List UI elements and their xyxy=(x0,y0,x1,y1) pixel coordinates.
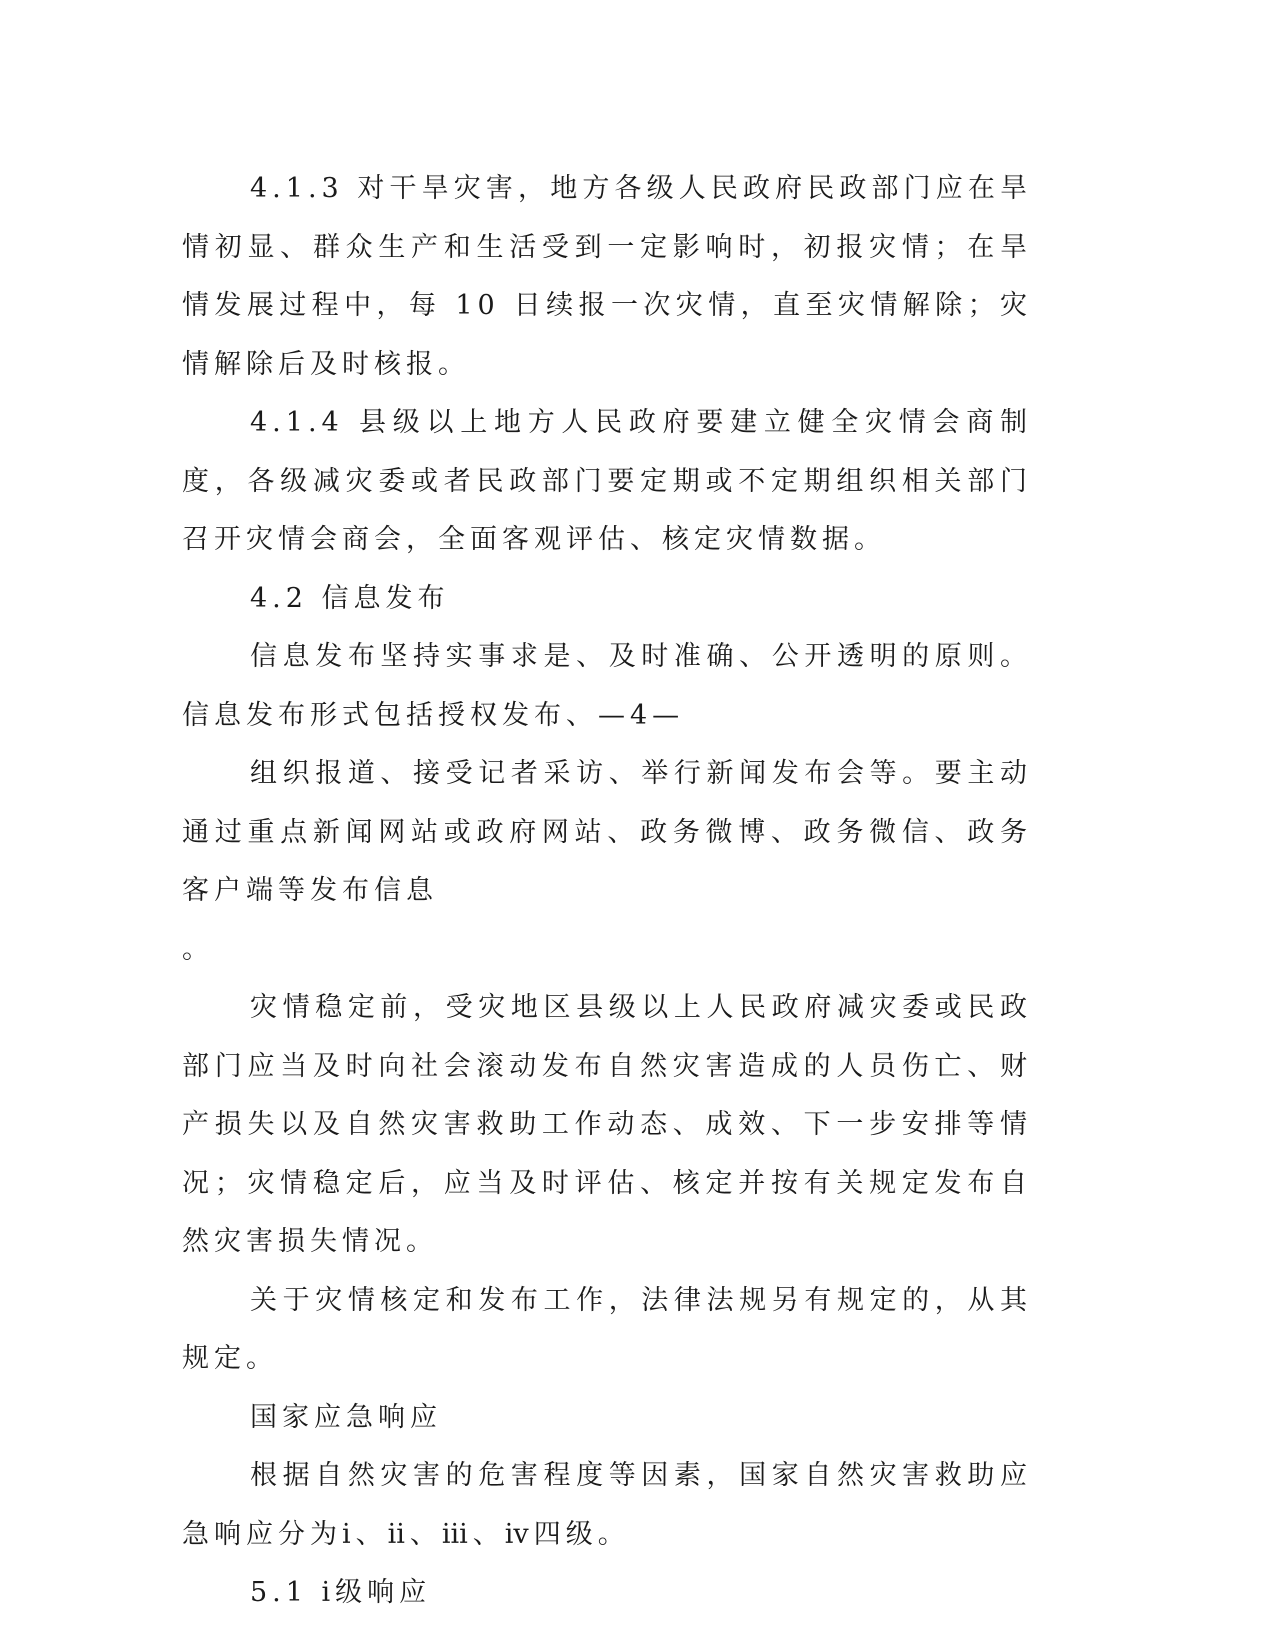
paragraph-trailing-period: 。 xyxy=(182,933,214,965)
heading-5-1: 5.1 ⅰ级响应 xyxy=(250,1577,432,1608)
paragraph-response-levels: 根据自然灾害的危害程度等因素，国家自然灾害救助应急响应分为ⅰ、ⅱ、ⅲ、ⅳ四级。 xyxy=(182,1460,1032,1550)
heading-4-2: 4.2 信息发布 xyxy=(250,582,450,614)
paragraph-legal-provisions: 关于灾情核定和发布工作，法律法规另有规定的，从其规定。 xyxy=(182,1284,1032,1374)
heading-national-response: 国家应急响应 xyxy=(250,1401,442,1433)
paragraph-info-release-principle: 信息发布坚持实事求是、及时准确、公开透明的原则。信息发布形式包括授权发布、—4— xyxy=(182,641,1032,731)
paragraph-disaster-stabilization: 灾情稳定前，受灾地区县级以上人民政府减灾委或民政部门应当及时向社会滚动发布自然灾害造成的人员伤亡、财产损失以及自然灾害救助工作动态、成效、下一步安排等情况；灾情稳定后，应当及时评估、核定并按有关规定发布自然灾害损失情况。 xyxy=(182,992,1032,1257)
document-body xyxy=(182,160,1032,1623)
paragraph-info-release-channels: 组织报道、接受记者采访、举行新闻发布会等。要主动通过重点新闻网站或政府网站、政务微博、政务微信、政务客户端等发布信息 xyxy=(182,758,1032,906)
paragraph-4-1-4: 4.1.4 县级以上地方人民政府要建立健全灾情会商制度，各级减灾委或者民政部门要定期或不定期组织相关部门召开灾情会商会，全面客观评估、核定灾情数据。 xyxy=(182,407,1032,555)
paragraph-4-1-3: 4.1.3 对干旱灾害，地方各级人民政府民政部门应在旱情初显、群众生产和生活受到一定影响时，初报灾情；在旱情发展过程中，每 10 日续报一次灾情，直至灾情解除；灾情解除后及时核报。 xyxy=(182,173,1032,380)
